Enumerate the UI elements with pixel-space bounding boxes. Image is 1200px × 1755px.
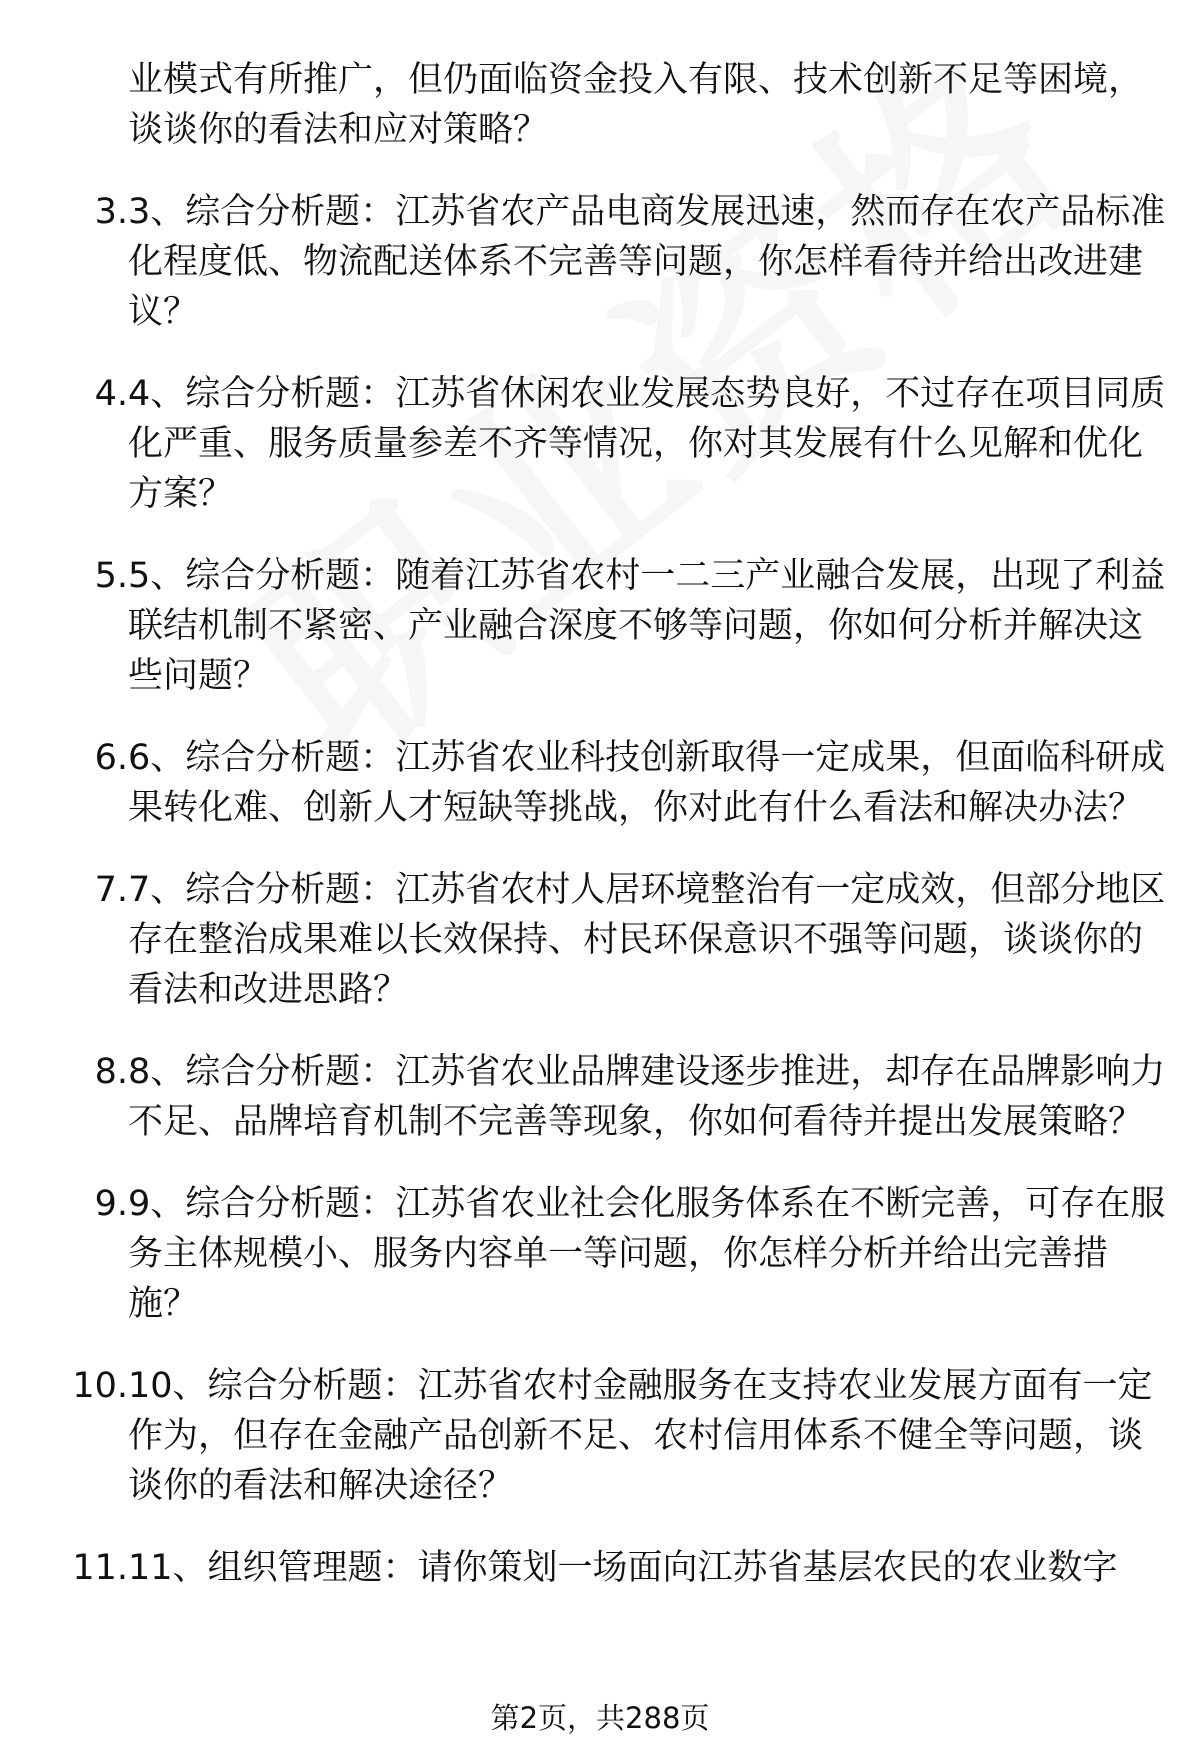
list-item-number: 11. (72, 1548, 128, 1588)
list-item-text: 6、综合分析题：江苏省农业科技创新取得一定成果，但面临科研成果转化难、创新人才短缺等挑战，你对此有什么看法和解决办法？ (128, 738, 1166, 828)
list-item-number: 4. (94, 374, 128, 414)
list-item-text: 9、综合分析题：江苏省农业社会化服务体系在不断完善，可存在服务主体规模小、服务内容单一等问题，你怎样分析并给出完善措施？ (128, 1184, 1166, 1324)
list-item-text: 4、综合分析题：江苏省休闲农业发展态势良好，不过存在项目同质化严重、服务质量参差不齐等情况，你对其发展有什么见解和优化方案？ (128, 374, 1166, 514)
list-item-number: 7. (94, 870, 128, 910)
list-item-number: 8. (94, 1052, 128, 1092)
list-item (0, 865, 1200, 1015)
list-item (0, 733, 1200, 833)
list-item-text: 业模式有所推广，但仍面临资金投入有限、技术创新不足等困境，谈谈你的看法和应对策略？ (128, 60, 1144, 150)
list-item-text: 8、综合分析题：江苏省农业品牌建设逐步推进，却存在品牌影响力不足、品牌培育机制不完善等现象，你如何看待并提出发展策略？ (128, 1052, 1166, 1142)
list-item (0, 1179, 1200, 1329)
list-item-text: 10、综合分析题：江苏省农村金融服务在支持农业发展方面有一定作为，但存在金融产品创新不足、农村信用体系不健全等问题，谈谈你的看法和解决途径？ (128, 1366, 1153, 1506)
list-item (0, 187, 1200, 337)
list-item (0, 369, 1200, 519)
list-item-continuation (0, 55, 1200, 155)
list-item (0, 551, 1200, 701)
list-item (0, 1361, 1200, 1511)
list-item (0, 1543, 1200, 1593)
list-item-text: 7、综合分析题：江苏省农村人居环境整治有一定成效，但部分地区存在整治成果难以长效保持、村民环保意识不强等问题，谈谈你的看法和改进思路？ (128, 870, 1166, 1010)
list-item-text: 11、组织管理题：请你策划一场面向江苏省基层农民的农业数字 (128, 1548, 1118, 1588)
list-item (0, 1047, 1200, 1147)
question-list (0, 55, 1200, 1625)
list-item-number: 3. (94, 192, 128, 232)
list-item-text: 3、综合分析题：江苏省农产品电商发展迅速，然而存在农产品标准化程度低、物流配送体系不完善等问题，你怎样看待并给出改进建议？ (128, 192, 1166, 332)
list-item-text: 5、综合分析题：随着江苏省农村一二三产业融合发展，出现了利益联结机制不紧密、产业融合深度不够等问题，你如何分析并解决这些问题？ (128, 556, 1166, 696)
list-item-number: 6. (94, 738, 128, 778)
page-footer: 第2页，共288页 (490, 1701, 710, 1735)
list-item-number: 5. (94, 556, 128, 596)
list-item-number: 10. (72, 1366, 128, 1406)
list-item-number: 9. (94, 1184, 128, 1224)
